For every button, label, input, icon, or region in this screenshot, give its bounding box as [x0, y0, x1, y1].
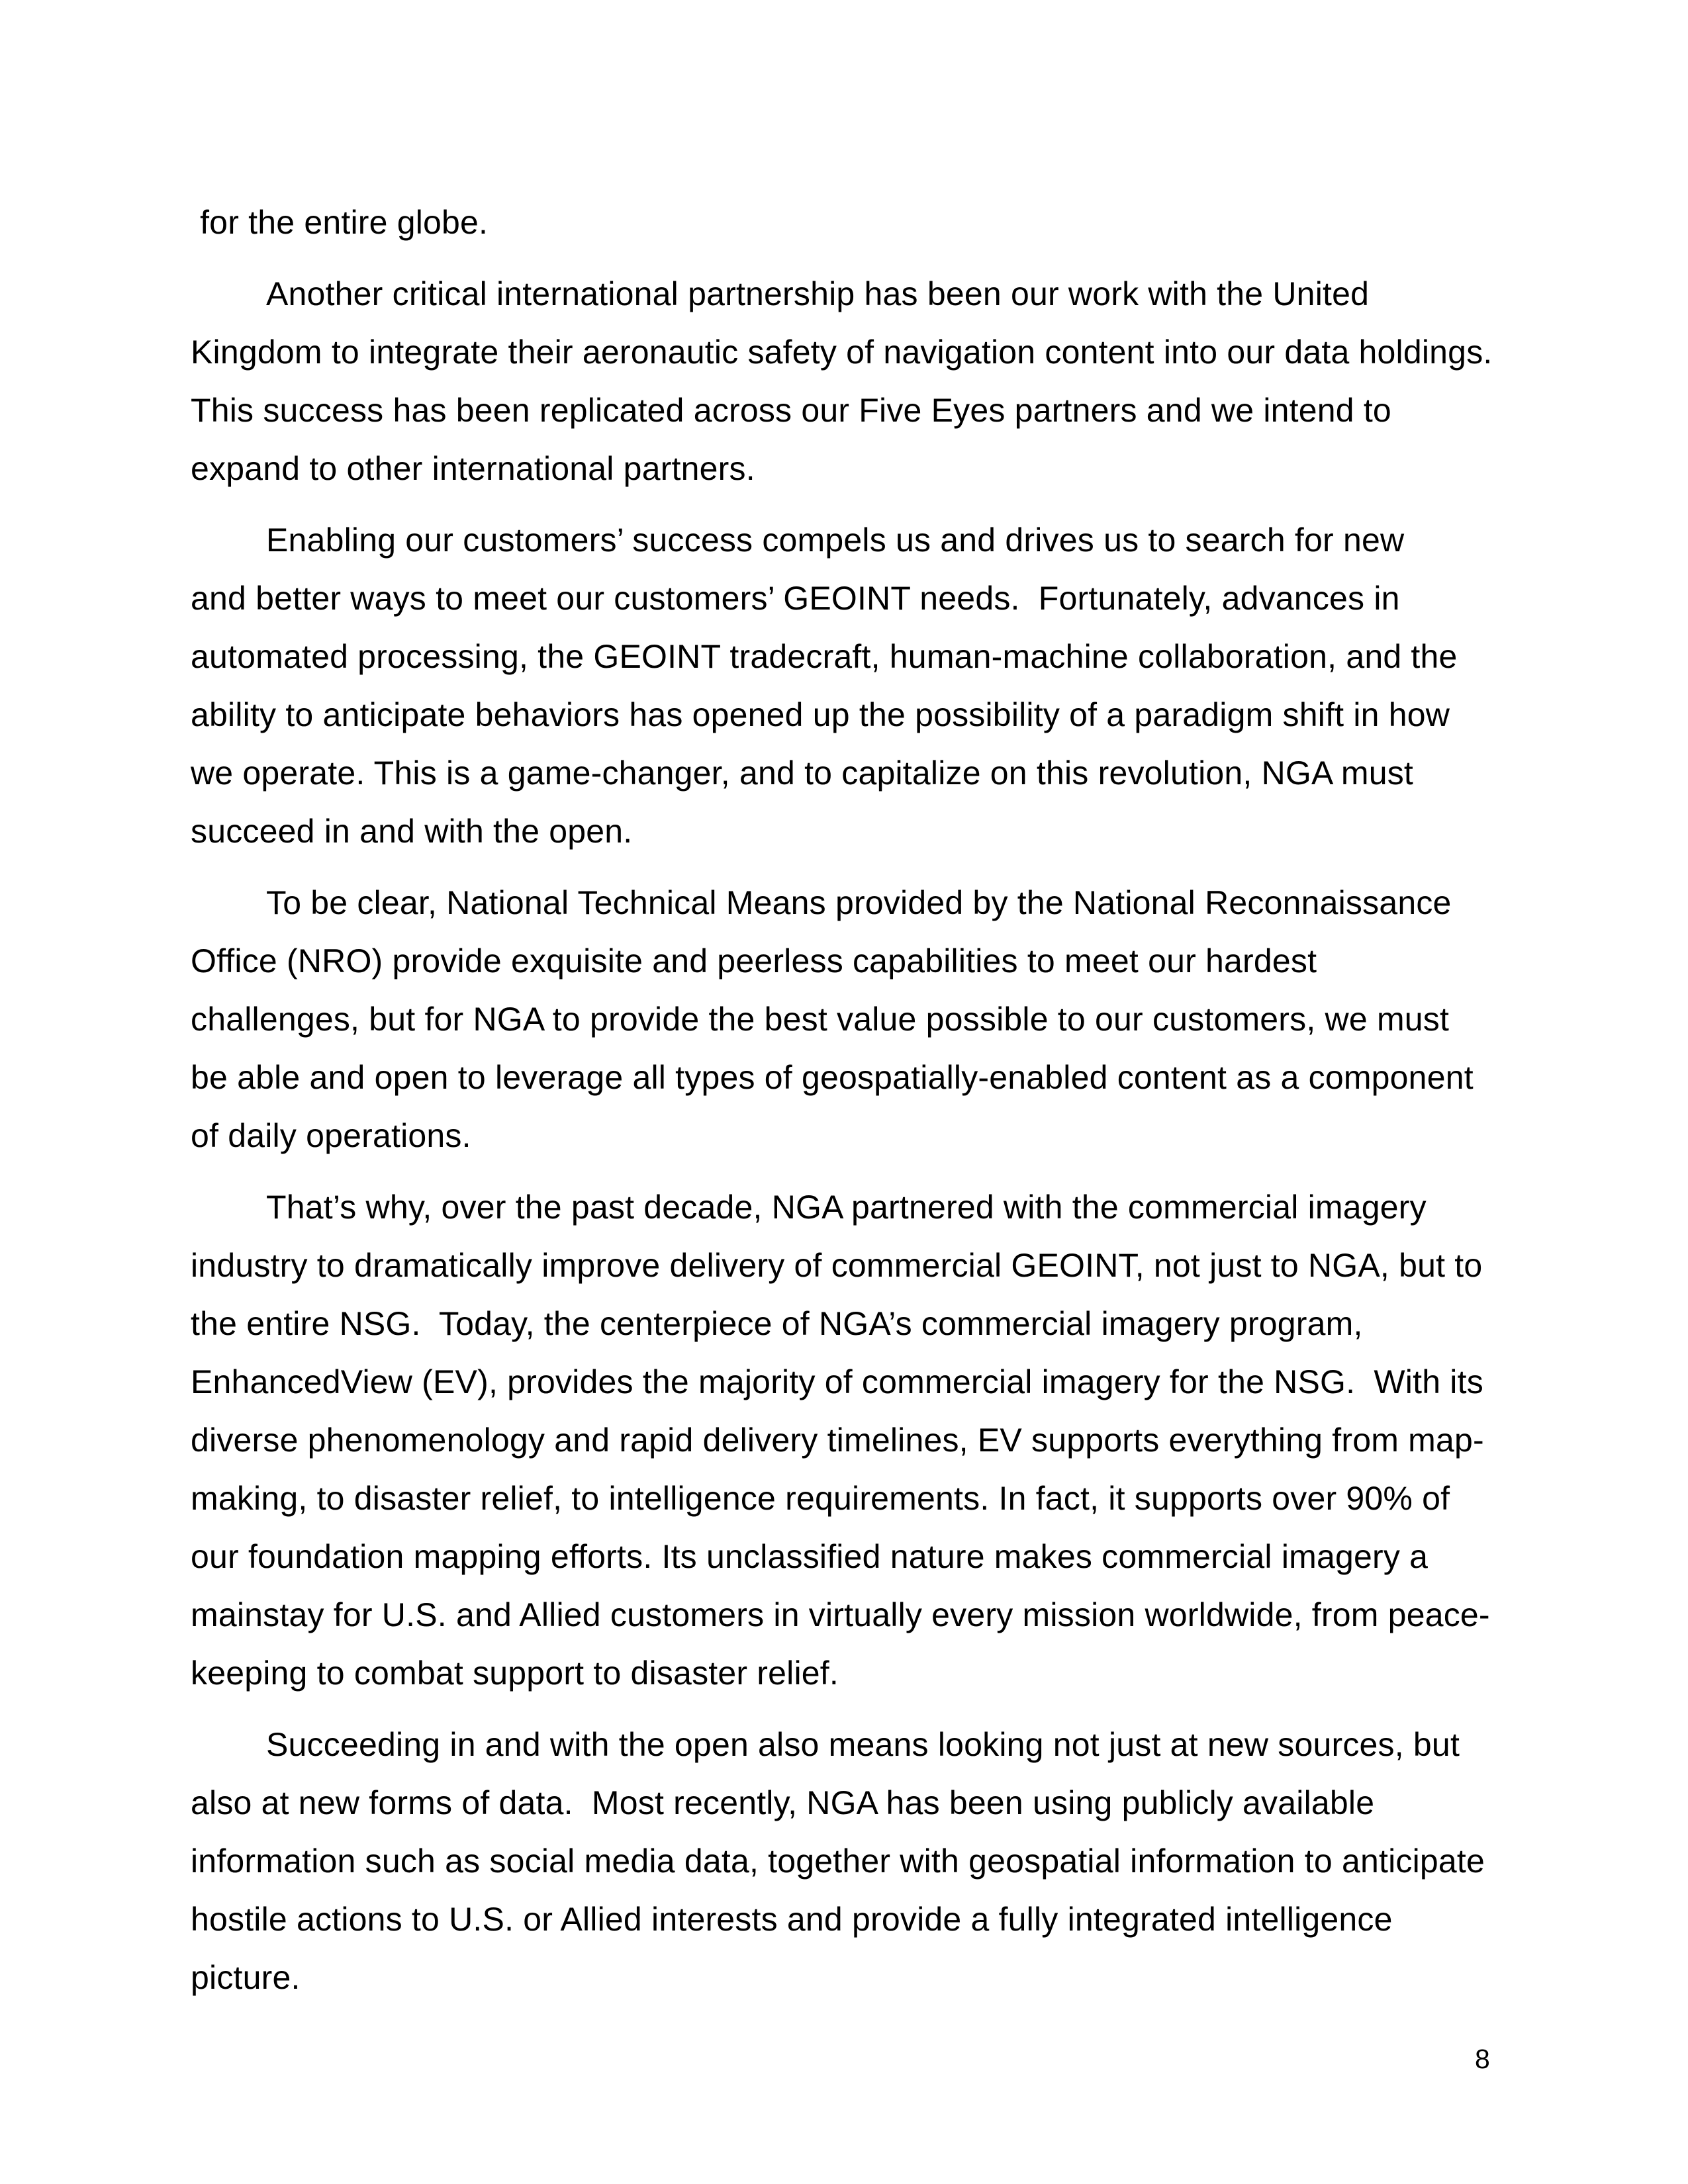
text-line: Enabling our customers’ success compels us and drives us to search for new — [266, 522, 1405, 559]
text-line: That’s why, over the past decade, NGA partnered with the commercial imagery — [266, 1189, 1427, 1226]
text-line: challenges, but for NGA to provide the best value possible to our customers, we must — [191, 1001, 1450, 1038]
text-line: automated processing, the GEOINT tradecraft, human-machine collaboration, and the — [191, 638, 1458, 675]
paragraph — [191, 511, 1508, 860]
text-line: Succeeding in and with the open also means looking not just at new sources, but — [266, 1726, 1460, 1763]
text-line: keeping to combat support to disaster relief. — [191, 1655, 839, 1692]
text-line: Office (NRO) provide exquisite and peerless capabilities to meet our hardest — [191, 942, 1317, 979]
text-line: Kingdom to integrate their aeronautic safety of navigation content into our data holdings. — [191, 334, 1493, 371]
text-line: ability to anticipate behaviors has opened up the possibility of a paradigm shift in how — [191, 696, 1450, 733]
text-line: making, to disaster relief, to intelligence requirements. In fact, it supports over 90% of — [191, 1480, 1450, 1517]
text-line: of daily operations. — [191, 1117, 471, 1154]
paragraph — [191, 1178, 1508, 1702]
paragraph — [191, 193, 1508, 251]
text-line: information such as social media data, together with geospatial information to anticipate — [191, 1843, 1485, 1880]
text-line: To be clear, National Technical Means provided by the National Reconnaissance — [266, 884, 1452, 921]
paragraph — [191, 265, 1508, 498]
text-line: picture. — [191, 1959, 301, 1996]
text-line: and better ways to meet our customers’ GEOINT needs. Fortunately, advances in — [191, 580, 1400, 617]
text-line: expand to other international partners. — [191, 450, 755, 487]
text-line: hostile actions to U.S. or Allied interests and provide a fully integrated intelligence — [191, 1901, 1393, 1938]
body-text — [191, 193, 1508, 2020]
text-line: succeed in and with the open. — [191, 813, 633, 850]
text-line: mainstay for U.S. and Allied customers in virtually every mission worldwide, from peace- — [191, 1596, 1490, 1633]
text-line: the entire NSG. Today, the centerpiece of NGA’s commercial imagery program, — [191, 1305, 1363, 1342]
text-line: for the entire globe. — [191, 204, 489, 241]
paragraph — [191, 874, 1508, 1165]
paragraph — [191, 1715, 1508, 2007]
text-line: diverse phenomenology and rapid delivery timelines, EV supports everything from map- — [191, 1422, 1484, 1459]
text-line: industry to dramatically improve delivery of commercial GEOINT, not just to NGA, but to — [191, 1247, 1483, 1284]
text-line: we operate. This is a game-changer, and to capitalize on this revolution, NGA must — [191, 754, 1414, 792]
text-line: Another critical international partnership has been our work with the United — [266, 275, 1370, 312]
text-line: also at new forms of data. Most recently, NGA has been using publicly available — [191, 1784, 1375, 1821]
text-line: be able and open to leverage all types of geospatially-enabled content as a component — [191, 1059, 1474, 1096]
text-line: This success has been replicated across our Five Eyes partners and we intend to — [191, 392, 1391, 429]
text-line: our foundation mapping efforts. Its unclassified nature makes commercial imagery a — [191, 1538, 1429, 1575]
page-number: 8 — [1475, 2044, 1490, 2074]
text-line: EnhancedView (EV), provides the majority of commercial imagery for the NSG. With its — [191, 1363, 1483, 1400]
